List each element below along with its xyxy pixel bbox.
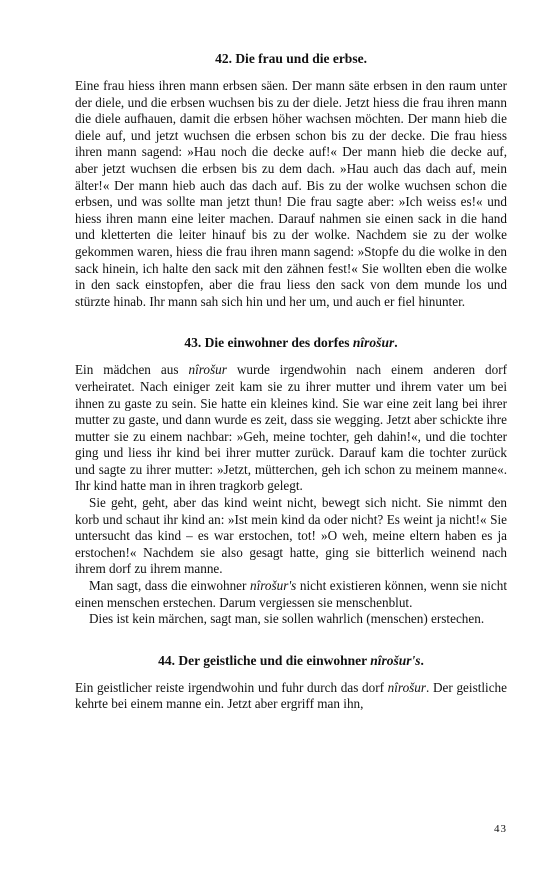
section-43-paragraph-4: Dies ist kein märchen, sagt man, sie sollen wahrlich (menschen) erstechen.: [89, 611, 485, 627]
section-44-title: 44. Der geistliche und die einwohner nîrošur's.: [158, 652, 424, 668]
page-number: 43: [494, 823, 507, 835]
page-body: [75, 51, 507, 713]
section-43-title: 43. Die einwohner des dorfes nîrošur.: [184, 335, 398, 351]
section-43-paragraph-3: Man sagt, dass die einwohner nîrošur's nicht existieren können, wenn sie nicht einen menschen erstechen. Darum vergiessen sie menschenblut.: [75, 578, 507, 610]
place-name: nîrošur: [188, 362, 227, 378]
section-43-title-name: nîrošur: [352, 335, 395, 351]
section-42-title: 42. Die frau und die erbse.: [215, 51, 367, 66]
place-name: nîrošur's: [250, 578, 297, 594]
section-42-paragraph: Eine frau hiess ihren mann erbsen säen. Der mann säte erbsen in den raum unter der diele, und die erbsen wuchsen bis zu der diele. Jetzt hiess die frau ihren mann die diele aufhauen, damit die erbsen höher wachsen möchten. Der mann hieb die diele auf, und jetzt wuchsen die erbsen schon bis zu der decke. Die frau hiess ihren mann sagend: »Hau noch die decke auf!« Der mann hieb die decke auf, aber jetzt wuchsen die erbsen bis zu dem dach. »Hau auch das dach auf, mein älter!« Der mann hieb auch das dach auf. Bis zu der wolke wuchsen schon die erbsen, und was sollte man jetzt thun! Die frau sagte aber: »Ich weiss es!« und hiess ihren mann eine leiter machen. Darauf nahmen sie einen sack in die hand und kletterten die leiter hinauf bis zu der wolke. Nachdem sie zu der wolke gekommen waren, hiess die frau ihren mann sagend: »Stopfe du die wolke in den sack hinein, ich halte den sack mit den zähnen fest!« Sie wollten eben die wolke in den sack einstopfen, aber die frau liess den sack von dem munde los und stürzte hinab. Ihr mann sah sich hin und her um, und auch er fiel hinunter.: [75, 78, 507, 309]
place-name: nîrošur: [387, 679, 427, 695]
section-44-title-name: nîrošur's: [370, 652, 421, 668]
section-43-paragraph-2: Sie geht, geht, aber das kind weint nicht, bewegt sich nicht. Sie nimmt den korb und schaut ihr kind an: »Ist mein kind da oder nicht? Es weint ja nicht!« Sie untersucht das kind – es war erstochen, tot! »O weh, meine eltern haben es ja erstochen!« Nachdem sie also gesagt hatte, ging sie bitterlich weinend nach ihrem dorf zu ihrem manne.: [75, 495, 507, 577]
section-44-paragraph-1: Ein geistlicher reiste irgendwohin und fuhr durch das dorf nîrošur. Der geistliche kehrte bei einem manne ein. Jetzt aber ergriff man ihn,: [75, 679, 507, 712]
section-43-paragraph-1: Ein mädchen aus nîrošur wurde irgendwohin nach einem anderen dorf verheiratet. Nach einiger zeit kam sie zu ihrer mutter und ihrem vater um bei ihnen zu gaste zu sein. Sie hatte ein kleines kind. Sie war eine zeit lang bei ihrer mutter zu gaste, und dann wurde es zeit, dass sie wegging. Jetzt aber schickte ihre mutter sie zu einem nachbar: »Geh, meine tochter, geh dahin!«, und die tochter ging und liess ihr kind bei ihrer mutter zurück. Darauf kam die tochter zurück und sagte zu ihrer mutter: »Jetzt, mütterchen, geh ich schon zu meinem manne«. Ihr kind hatte man in ihren tragkorb gelegt.: [75, 362, 507, 494]
